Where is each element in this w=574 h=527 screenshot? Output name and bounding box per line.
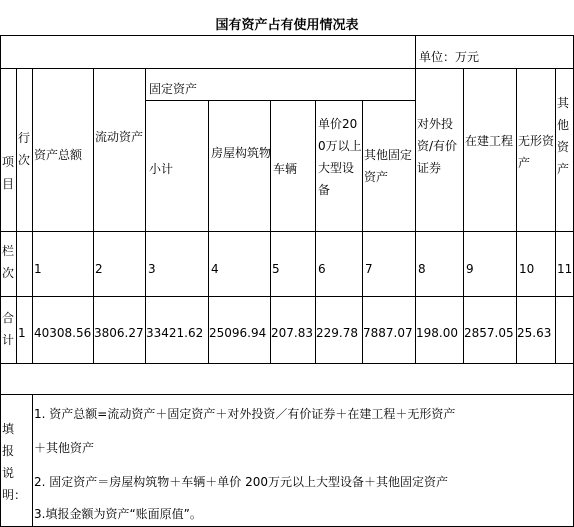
header-buildings: 房屋构筑物 (211, 146, 272, 160)
column-number: 8 (418, 262, 426, 276)
fixed-assets-group-header: 固定资产 (149, 82, 198, 96)
note-line: ＋其他资产 (34, 441, 95, 455)
column-number: 9 (466, 262, 474, 276)
column-number: 11 (557, 262, 573, 276)
header-current-assets: 流动资产 (95, 130, 144, 144)
grid-line (0, 68, 574, 69)
unit-label: 单位：万元 (419, 50, 480, 64)
total-cell: 3806.27 (94, 326, 144, 340)
column-number: 2 (95, 262, 103, 276)
column-number: 10 (519, 262, 535, 276)
grid-line (516, 68, 517, 364)
grid-line (0, 363, 574, 364)
grid-line (32, 68, 33, 364)
grid-line (145, 68, 146, 364)
grid-line (208, 100, 209, 364)
note-line: 2. 固定资产＝房屋构筑物＋车辆＋单价 200万元以上大型设备＋其他固定资产 (34, 475, 448, 489)
header-total-assets: 资产总额 (34, 148, 83, 162)
header-investments: 对外投资/有价证券 (417, 117, 458, 175)
total-cell: 40308.56 (34, 326, 92, 340)
grid-line (362, 100, 363, 364)
header-construction: 在建工程 (465, 134, 514, 148)
grid-line (270, 100, 271, 364)
grid-line (415, 35, 416, 69)
header-other-fixed: 其他固定资产 (364, 148, 413, 184)
total-cell: 229.78 (316, 326, 358, 340)
total-cell: 207.83 (271, 326, 313, 340)
total-cell: 7887.07 (363, 326, 413, 340)
column-number: 1 (34, 262, 42, 276)
header-item: 项目 (2, 155, 15, 191)
grid-line (315, 100, 316, 364)
grid-line (0, 35, 1, 527)
note-line: 3.填报金额为资产“账面原值”。 (34, 507, 202, 521)
header-vehicles: 车辆 (273, 162, 298, 176)
grid-line (415, 68, 416, 364)
header-subtotal: 小计 (149, 162, 174, 176)
grid-line (0, 296, 574, 297)
total-cell: 25.63 (517, 326, 552, 340)
grid-line (32, 394, 33, 527)
column-number: 4 (211, 262, 219, 276)
grid-line (0, 35, 574, 36)
total-cell: 2857.05 (464, 326, 514, 340)
grid-line (0, 394, 574, 395)
column-number-label: 栏次 (2, 244, 15, 280)
grid-line (145, 100, 415, 101)
total-cell: 198.00 (416, 326, 458, 340)
column-number: 5 (272, 262, 280, 276)
header-large-equipment: 单价200万以上大型设备 (318, 117, 362, 197)
total-cell: 25096.94 (209, 326, 267, 340)
grid-line (93, 68, 94, 364)
total-row-number: 1 (18, 326, 26, 340)
column-number: 6 (318, 262, 326, 276)
grid-line (0, 231, 574, 232)
grid-line (555, 68, 556, 364)
note-line: 1. 资产总额=流动资产＋固定资产＋对外投资／有价证券＋在建工程＋无形资产 (34, 407, 456, 421)
header-other-assets: 其他资产 (557, 96, 570, 176)
grid-line (16, 68, 17, 364)
total-cell: 33421.62 (146, 326, 204, 340)
header-intangible: 无形资产 (518, 134, 555, 170)
total-row-label: 合计 (2, 311, 15, 347)
table-title: 国有资产占有使用情况表 (215, 18, 359, 33)
column-number: 3 (148, 262, 156, 276)
header-row-no: 行次 (18, 131, 31, 167)
notes-label: 填报说明： (2, 422, 27, 502)
column-number: 7 (365, 262, 373, 276)
